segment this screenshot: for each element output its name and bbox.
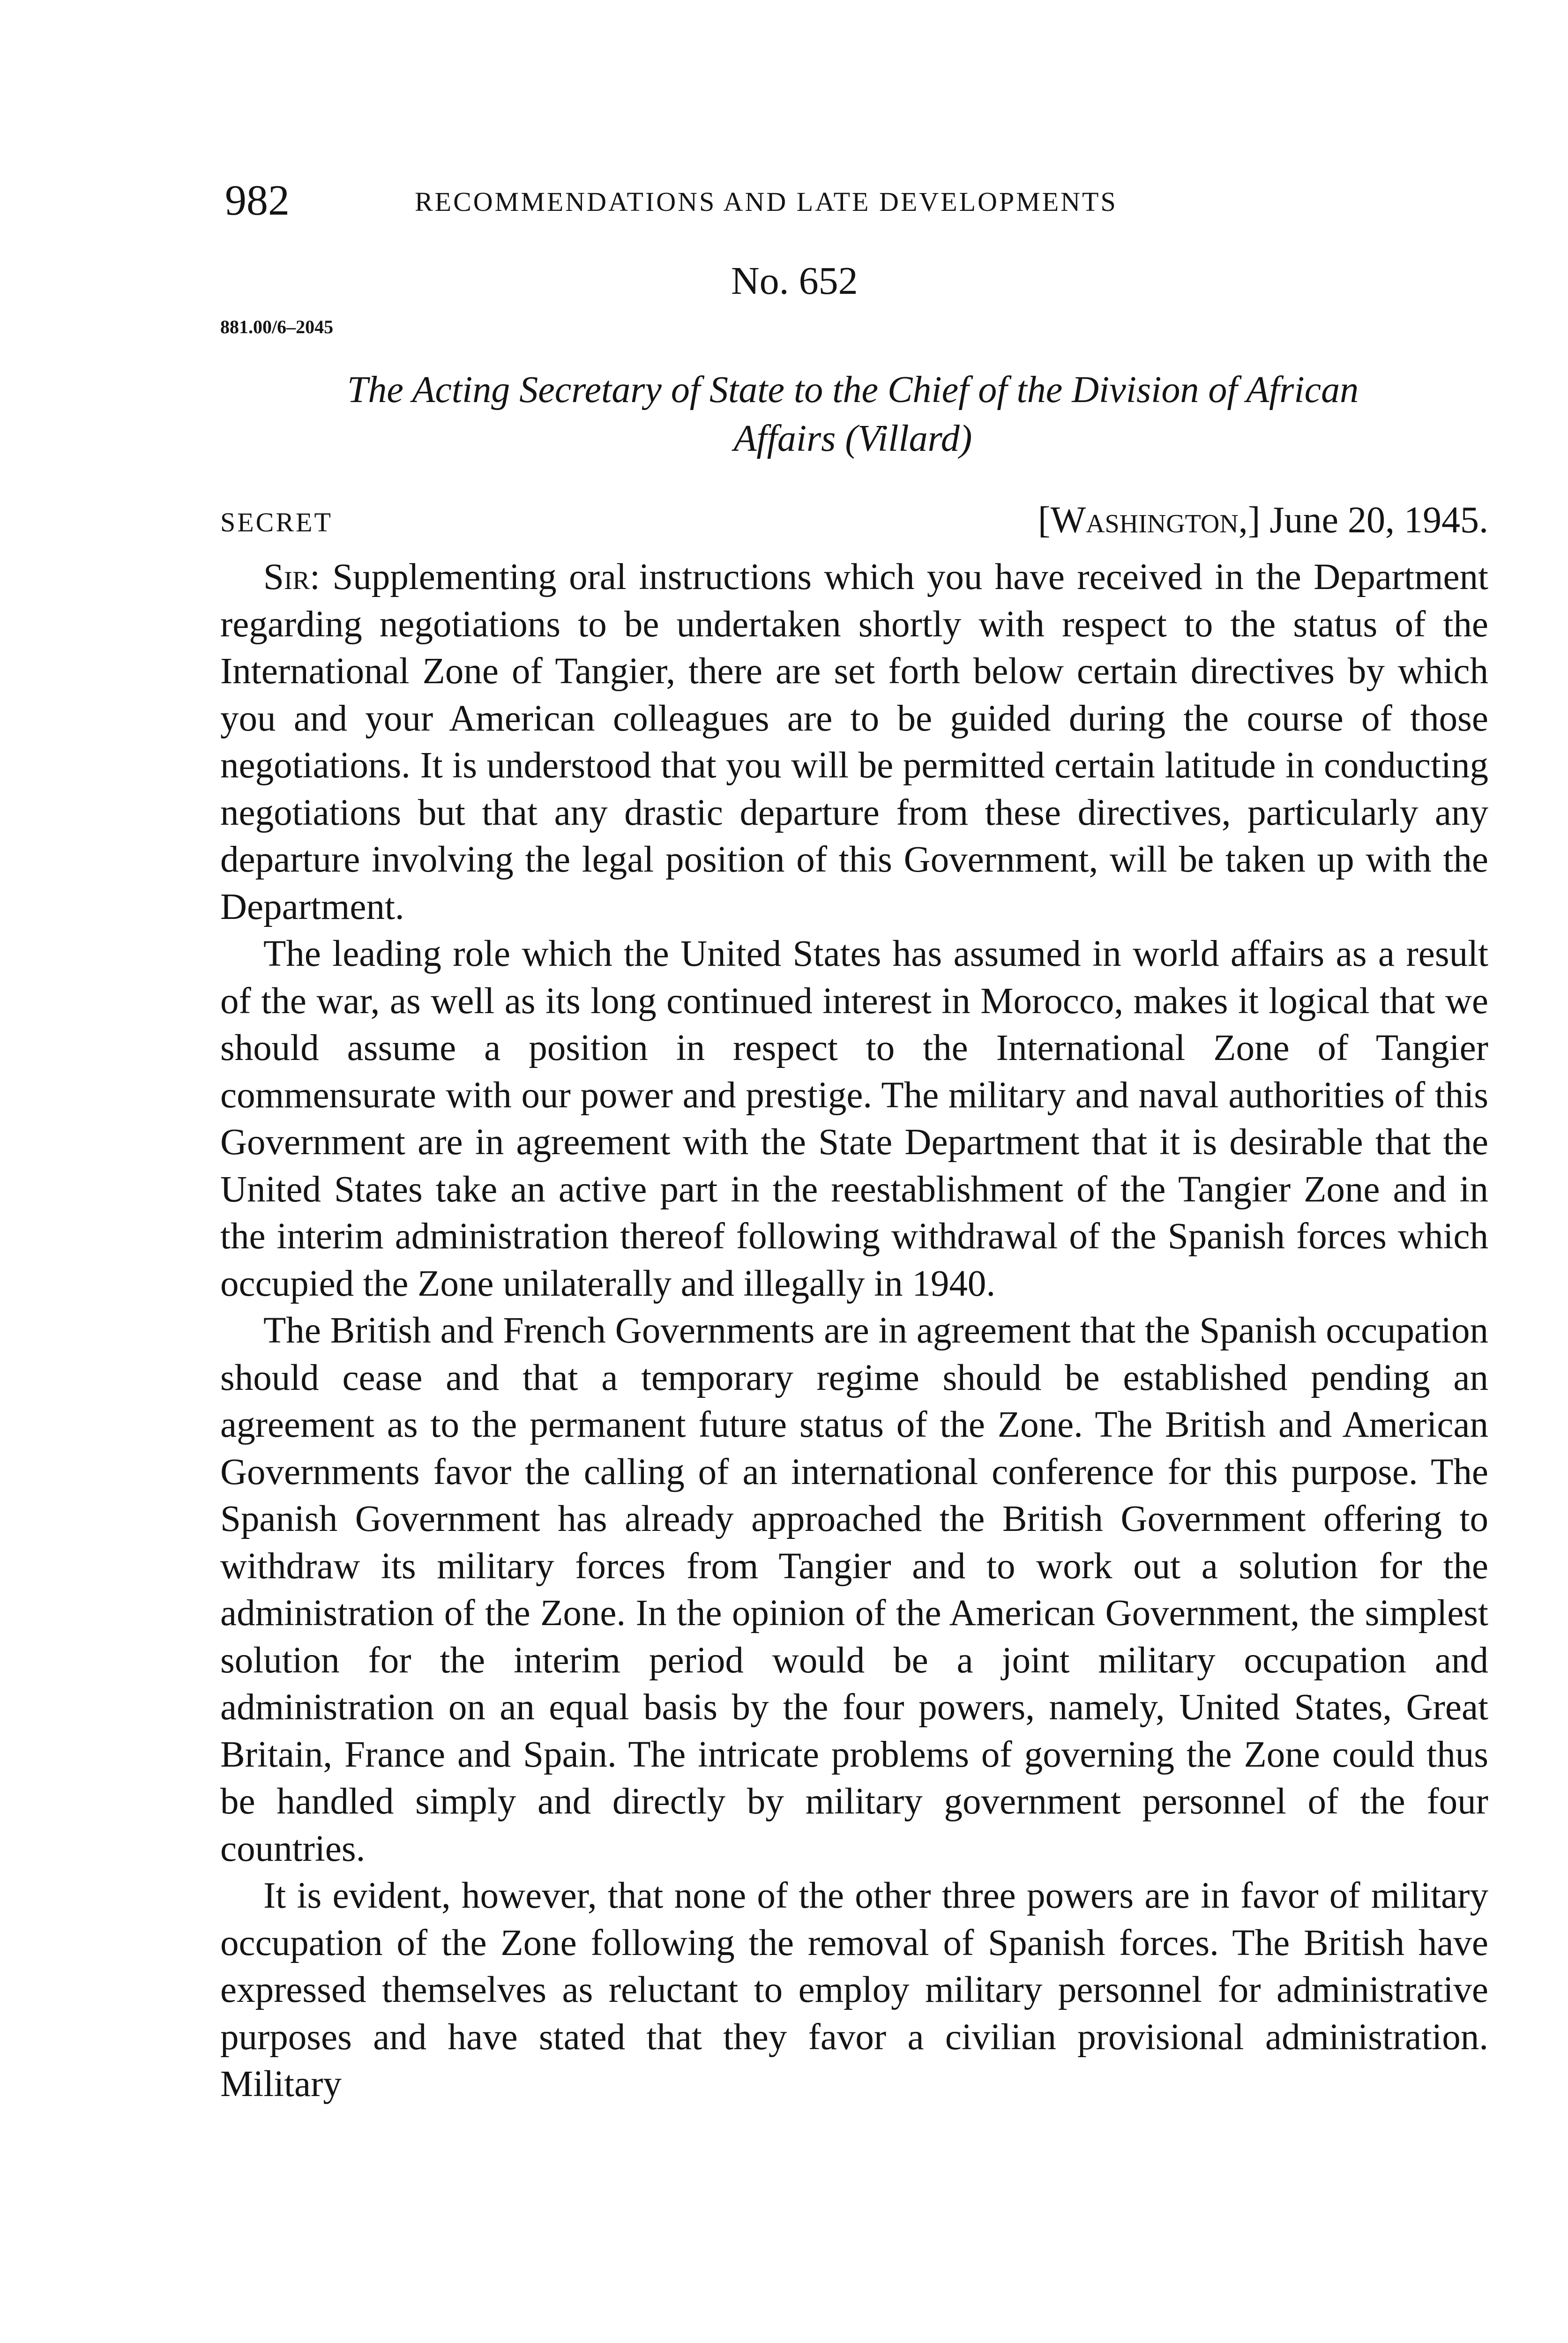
paragraph-2: The leading role which the United States has assumed in world affairs as a result of the war, as well as its long continued interest in Morocco, makes it logical that we should assume a position in respect to the International Zone of Tangier commensurate with our power and prestige. The military and naval authorities of this Government are in agreement with the State Department that it is desirable that the United States take an active part in the reestablishment of the Tangier Zone and in the interim administration thereof following withdrawal of the Spanish forces which occupied the Zone unilaterally and illegally in 1940. — [220, 933, 1488, 1304]
document-title — [220, 366, 1486, 463]
salutation: Sir — [263, 557, 310, 597]
dateline-open: [ — [1038, 500, 1051, 541]
classification-marking: SECRET — [220, 507, 333, 537]
running-head — [225, 174, 1490, 226]
paragraph-3: The British and French Governments are in agreement that the Spanish occupation should cease and that a temporary regime should be established pending an agreement as to the permanent future status of the Zone. The British and American Governments favor the calling of an international conference for this purpose. The Spanish Government has already approached the British Government offering to withdraw its military forces from Tangier and to work out a solution for the administration of the Zone. In the opinion of the American Government, the simplest solution for the interim period would be a joint military occupation and administration on an equal basis by the four powers, namely, United States, Great Britain, France and Spain. The intricate problems of governing the Zone could thus be handled simply and directly by military government personnel of the four countries. — [220, 1310, 1488, 1869]
document-number: No. 652 — [731, 259, 858, 303]
dateline-place: Washington — [1050, 500, 1239, 541]
file-number: 881.00/6–2045 — [220, 316, 334, 337]
paragraph-4: It is evident, however, that none of the other three powers are in favor of military occupation of the Zone following the removal of Spanish forces. The British have expressed themselves as reluctant to employ military personnel for administrative purposes and have stated that they favor a civilian provisional administration. Military — [220, 1875, 1488, 2104]
paragraph-1-text: : Supplementing oral instructions which you have received in the Department regarding negotiations to be undertaken shortly with respect to the status of the International Zone of Tangier, there are set forth below certain directives by which you and your American colleagues are to be guided during the course of those negotiations. It is understood that you will be permitted certain latitude in conducting negotiations but that any drastic departure from these directives, particularly any departure involving the legal position of this Government, will be taken up with the Department. — [220, 557, 1488, 927]
paragraph-1 — [220, 554, 1488, 931]
document-title-line-1: The Acting Secretary of State to the Chief of the Division of African — [347, 369, 1359, 410]
page-number: 982 — [225, 176, 290, 224]
dateline-date: ,] June 20, 1945. — [1238, 500, 1488, 541]
dateline — [1038, 494, 1488, 546]
running-title: RECOMMENDATIONS AND LATE DEVELOPMENTS — [415, 187, 1118, 217]
document-title-line-2: Affairs (Villard) — [733, 418, 972, 459]
letter-body — [220, 554, 1488, 2108]
